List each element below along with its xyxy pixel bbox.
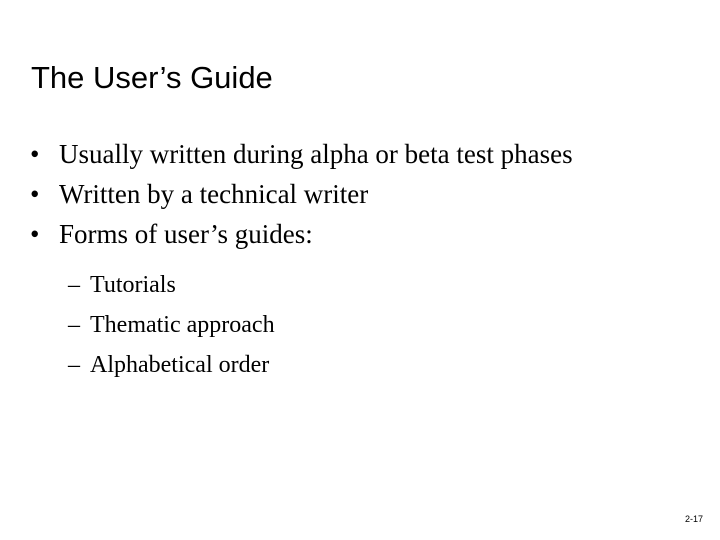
bullet-marker: • xyxy=(30,139,40,169)
bullet-text: Written by a technical writer xyxy=(59,179,369,209)
sub-bullet-thematic-approach xyxy=(68,305,275,345)
bullet-text: Forms of user’s guides: xyxy=(59,219,313,249)
sub-bullet-marker: – xyxy=(68,352,80,378)
sub-bullet-text: Thematic approach xyxy=(90,312,275,338)
bullet-marker: • xyxy=(30,179,40,209)
bullet-list xyxy=(30,134,573,254)
slide-title: The User’s Guide xyxy=(31,60,273,95)
page-number: 2-17 xyxy=(684,514,703,524)
sub-bullet-text: Tutorials xyxy=(90,272,176,298)
sub-bullet-text: Alphabetical order xyxy=(90,352,270,378)
bullet-text: Usually written during alpha or beta test phases xyxy=(59,139,573,169)
bullet-marker: • xyxy=(30,219,40,249)
sub-bullet-tutorials xyxy=(68,265,275,305)
sub-bullet-alphabetical-order xyxy=(68,345,275,385)
sub-bullet-list xyxy=(68,265,275,385)
bullet-item-forms-of-guides xyxy=(30,214,573,254)
bullet-item-technical-writer xyxy=(30,174,573,214)
bullet-item-written-during-testing xyxy=(30,134,573,174)
sub-bullet-marker: – xyxy=(68,312,80,338)
sub-bullet-marker: – xyxy=(68,272,80,298)
